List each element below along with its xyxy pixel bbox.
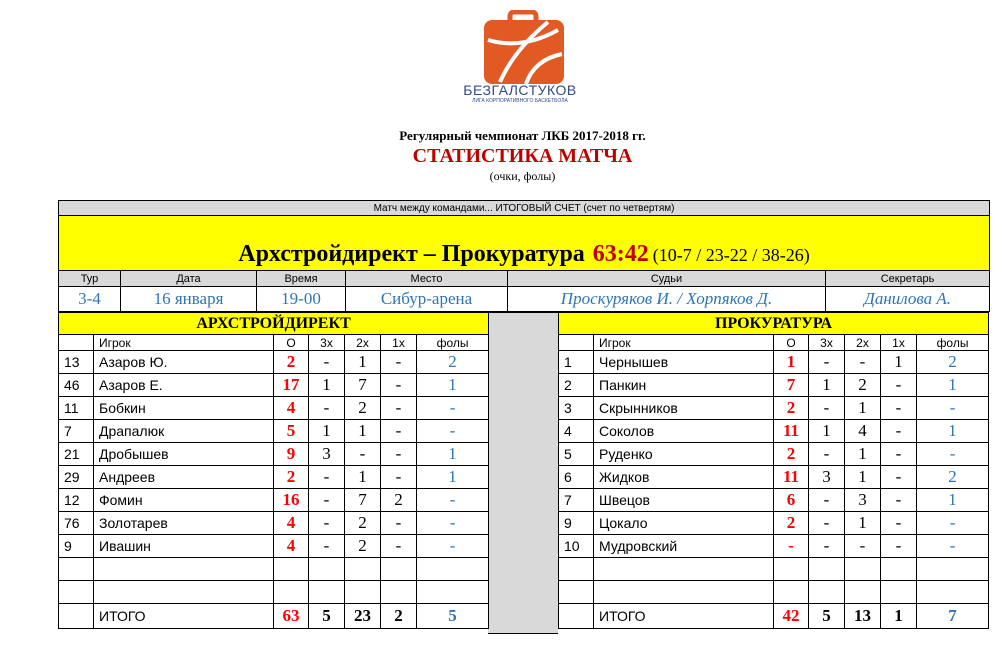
player-row	[59, 558, 489, 581]
player-number	[559, 558, 594, 581]
player-name: Швецов	[594, 489, 774, 512]
player-number: 10	[559, 535, 594, 558]
player-three-pointers: -	[809, 397, 845, 420]
total-points: 42	[774, 604, 809, 629]
player-free-throws: -	[381, 512, 417, 535]
player-name: Золотарев	[94, 512, 274, 535]
player-points	[274, 581, 309, 604]
player-fouls: 2	[917, 466, 989, 489]
player-three-pointers: -	[309, 466, 345, 489]
player-fouls	[917, 581, 989, 604]
player-two-pointers: 1	[845, 466, 881, 489]
player-free-throws: -	[881, 397, 917, 420]
player-number: 6	[559, 466, 594, 489]
player-fouls: -	[917, 535, 989, 558]
player-fouls: 2	[417, 351, 489, 374]
referees-label: Судьи	[508, 271, 826, 287]
match-caption: Матч между командами... ИТОГОВЫЙ СЧЕТ (счет по четвертям)	[59, 201, 990, 216]
player-three-pointers	[809, 581, 845, 604]
player-free-throws: 1	[881, 351, 917, 374]
player-name	[594, 581, 774, 604]
player-two-pointers: 7	[345, 489, 381, 512]
player-points: 5	[274, 420, 309, 443]
player-two-pointers: 3	[845, 489, 881, 512]
column-header-row	[559, 335, 989, 351]
player-free-throws	[881, 581, 917, 604]
player-three-pointers: -	[809, 512, 845, 535]
player-free-throws: -	[381, 397, 417, 420]
player-row	[559, 466, 989, 489]
player-row	[559, 558, 989, 581]
player-points: -	[774, 535, 809, 558]
player-free-throws: -	[881, 443, 917, 466]
player-two-pointers	[845, 581, 881, 604]
player-row	[559, 581, 989, 604]
date-value: 16 января	[121, 287, 257, 312]
col-header-one: 1х	[881, 335, 917, 351]
player-row	[59, 581, 489, 604]
player-two-pointers: 2	[345, 397, 381, 420]
player-row	[559, 420, 989, 443]
player-free-throws: -	[881, 512, 917, 535]
player-two-pointers: 1	[845, 397, 881, 420]
total-two: 23	[345, 604, 381, 629]
player-free-throws: -	[381, 466, 417, 489]
totals-empty	[559, 604, 594, 629]
player-three-pointers: -	[309, 351, 345, 374]
player-name: Драпалюк	[94, 420, 274, 443]
player-three-pointers: -	[809, 443, 845, 466]
player-row	[59, 535, 489, 558]
player-two-pointers: 1	[345, 420, 381, 443]
player-three-pointers	[809, 558, 845, 581]
player-free-throws	[381, 558, 417, 581]
total-points: 63	[274, 604, 309, 629]
player-number	[59, 558, 94, 581]
player-row	[59, 489, 489, 512]
place-value: Сибур-арена	[346, 287, 508, 312]
col-header-one: 1х	[381, 335, 417, 351]
player-two-pointers	[345, 581, 381, 604]
player-fouls: -	[417, 420, 489, 443]
player-two-pointers: 2	[345, 535, 381, 558]
player-row	[559, 535, 989, 558]
col-header-player: Игрок	[94, 335, 274, 351]
player-name: Панкин	[594, 374, 774, 397]
player-number	[559, 581, 594, 604]
team-name-row	[59, 313, 489, 335]
player-two-pointers: -	[845, 535, 881, 558]
col-header-number	[59, 335, 94, 351]
player-two-pointers: 7	[345, 374, 381, 397]
player-row	[559, 351, 989, 374]
player-number: 2	[559, 374, 594, 397]
player-three-pointers: 1	[809, 420, 845, 443]
brand-tagline: ЛИГА КОРПОРАТИВНОГО БАСКЕТБОЛА	[472, 98, 568, 104]
player-name: Руденко	[594, 443, 774, 466]
player-three-pointers: 1	[309, 374, 345, 397]
player-row	[59, 443, 489, 466]
totals-row	[559, 604, 989, 629]
player-two-pointers: 4	[845, 420, 881, 443]
player-free-throws: -	[881, 466, 917, 489]
round-label: Тур	[59, 271, 121, 287]
player-name	[594, 558, 774, 581]
total-fouls: 7	[917, 604, 989, 629]
player-free-throws: -	[381, 443, 417, 466]
player-row	[59, 351, 489, 374]
player-fouls: 1	[917, 420, 989, 443]
time-label: Время	[257, 271, 346, 287]
player-three-pointers: -	[309, 489, 345, 512]
player-fouls: 1	[417, 466, 489, 489]
brand-name: БЕЗГАЛСТУКОВ	[463, 82, 577, 98]
secretary-label: Секретарь	[826, 271, 990, 287]
player-three-pointers: -	[309, 397, 345, 420]
quarter-scores: (10-7 / 23-22 / 38-26)	[652, 245, 810, 265]
player-points: 4	[274, 397, 309, 420]
player-name	[94, 558, 274, 581]
player-free-throws: -	[881, 374, 917, 397]
player-row	[559, 374, 989, 397]
player-row	[559, 489, 989, 512]
player-points: 6	[774, 489, 809, 512]
team-name: ПРОКУРАТУРА	[559, 313, 989, 335]
player-free-throws: -	[381, 535, 417, 558]
player-name: Азаров Е.	[94, 374, 274, 397]
player-points	[774, 558, 809, 581]
col-header-points: О	[274, 335, 309, 351]
team-name: АРХСТРОЙДИРЕКТ	[59, 313, 489, 335]
col-header-fouls: фолы	[917, 335, 989, 351]
player-free-throws: -	[381, 420, 417, 443]
team-separator	[488, 312, 558, 634]
match-info-table	[58, 200, 990, 312]
player-fouls: 1	[417, 443, 489, 466]
player-number: 9	[59, 535, 94, 558]
col-header-two: 2х	[845, 335, 881, 351]
player-number: 9	[559, 512, 594, 535]
player-three-pointers: -	[309, 512, 345, 535]
player-fouls	[417, 558, 489, 581]
player-number: 4	[559, 420, 594, 443]
player-row	[59, 466, 489, 489]
player-number: 76	[59, 512, 94, 535]
player-number: 1	[559, 351, 594, 374]
column-header-row	[59, 335, 489, 351]
player-row	[59, 420, 489, 443]
player-points: 1	[774, 351, 809, 374]
time-value: 19-00	[257, 287, 346, 312]
player-free-throws: -	[881, 489, 917, 512]
player-three-pointers: 3	[809, 466, 845, 489]
team-table-home	[58, 312, 489, 629]
player-two-pointers: -	[845, 351, 881, 374]
totals-label: ИТОГО	[94, 604, 274, 629]
player-name: Мудровский	[594, 535, 774, 558]
col-header-points: О	[774, 335, 809, 351]
total-three: 5	[809, 604, 845, 629]
player-name	[94, 581, 274, 604]
player-name: Цокало	[594, 512, 774, 535]
col-header-fouls: фолы	[417, 335, 489, 351]
player-free-throws	[881, 558, 917, 581]
player-number: 46	[59, 374, 94, 397]
date-label: Дата	[121, 271, 257, 287]
player-number: 21	[59, 443, 94, 466]
player-two-pointers: 1	[345, 466, 381, 489]
player-name: Ивашин	[94, 535, 274, 558]
total-two: 13	[845, 604, 881, 629]
player-three-pointers: -	[809, 351, 845, 374]
player-fouls: 1	[917, 374, 989, 397]
total-one: 1	[881, 604, 917, 629]
player-two-pointers	[345, 558, 381, 581]
player-points: 9	[274, 443, 309, 466]
championship-title: Регулярный чемпионат ЛКБ 2017-2018 гг.	[399, 128, 646, 143]
total-fouls: 5	[417, 604, 489, 629]
player-name: Жидков	[594, 466, 774, 489]
player-fouls: -	[417, 489, 489, 512]
player-points: 4	[274, 535, 309, 558]
player-two-pointers: 2	[345, 512, 381, 535]
player-name: Скрынников	[594, 397, 774, 420]
player-points: 11	[774, 466, 809, 489]
col-header-three: 3х	[809, 335, 845, 351]
player-points: 11	[774, 420, 809, 443]
player-two-pointers: 1	[845, 512, 881, 535]
player-row	[559, 397, 989, 420]
player-points: 7	[774, 374, 809, 397]
total-one: 2	[381, 604, 417, 629]
player-fouls: -	[417, 512, 489, 535]
total-three: 5	[309, 604, 345, 629]
player-two-pointers: -	[345, 443, 381, 466]
player-free-throws	[381, 581, 417, 604]
totals-row	[59, 604, 489, 629]
player-row	[559, 512, 989, 535]
player-number: 5	[559, 443, 594, 466]
player-points: 17	[274, 374, 309, 397]
player-number	[59, 581, 94, 604]
totals-empty	[59, 604, 94, 629]
player-free-throws: -	[881, 535, 917, 558]
player-fouls: -	[417, 397, 489, 420]
player-three-pointers: 1	[309, 420, 345, 443]
player-three-pointers: 1	[809, 374, 845, 397]
player-number: 12	[59, 489, 94, 512]
player-points: 2	[774, 397, 809, 420]
player-free-throws: -	[381, 374, 417, 397]
player-three-pointers	[309, 558, 345, 581]
player-two-pointers: 1	[345, 351, 381, 374]
player-points: 4	[274, 512, 309, 535]
player-fouls: 1	[917, 489, 989, 512]
player-points: 16	[274, 489, 309, 512]
player-points: 2	[774, 443, 809, 466]
player-two-pointers	[845, 558, 881, 581]
player-number: 29	[59, 466, 94, 489]
player-name: Андреев	[94, 466, 274, 489]
player-name: Чернышев	[594, 351, 774, 374]
team-name-row	[559, 313, 989, 335]
player-name: Дробышев	[94, 443, 274, 466]
player-fouls: 2	[917, 351, 989, 374]
player-three-pointers: 3	[309, 443, 345, 466]
round-value: 3-4	[59, 287, 121, 312]
final-score: 63:42	[592, 241, 649, 267]
player-row	[59, 374, 489, 397]
page-subtitle: (очки, фолы)	[489, 169, 556, 183]
player-fouls	[417, 581, 489, 604]
player-fouls: -	[917, 397, 989, 420]
col-header-number	[559, 335, 594, 351]
match-teams: Архстройдирект – Прокуратура	[238, 241, 585, 267]
player-points	[274, 558, 309, 581]
player-free-throws: 2	[381, 489, 417, 512]
player-free-throws: -	[881, 420, 917, 443]
player-number: 7	[59, 420, 94, 443]
player-name: Бобкин	[94, 397, 274, 420]
player-row	[59, 397, 489, 420]
player-points: 2	[774, 512, 809, 535]
score-banner	[59, 216, 990, 271]
player-three-pointers: -	[809, 535, 845, 558]
player-row	[559, 443, 989, 466]
place-label: Место	[346, 271, 508, 287]
player-fouls: -	[917, 443, 989, 466]
player-fouls	[917, 558, 989, 581]
totals-label: ИТОГО	[594, 604, 774, 629]
player-points	[774, 581, 809, 604]
player-name: Фомин	[94, 489, 274, 512]
referees-value: Проскуряков И. / Хорпяков Д.	[508, 287, 826, 312]
player-points: 2	[274, 351, 309, 374]
team-table-away	[558, 312, 989, 629]
player-number: 7	[559, 489, 594, 512]
player-fouls: -	[417, 535, 489, 558]
player-fouls: -	[917, 512, 989, 535]
player-row	[59, 512, 489, 535]
page-title: СТАТИСТИКА МАТЧА	[412, 145, 633, 167]
col-header-player: Игрок	[594, 335, 774, 351]
secretary-value: Данилова А.	[826, 287, 990, 312]
player-three-pointers: -	[809, 489, 845, 512]
player-three-pointers: -	[309, 535, 345, 558]
player-name: Азаров Ю.	[94, 351, 274, 374]
player-free-throws: -	[381, 351, 417, 374]
player-number: 3	[559, 397, 594, 420]
player-number: 13	[59, 351, 94, 374]
player-two-pointers: 2	[845, 374, 881, 397]
player-three-pointers	[309, 581, 345, 604]
player-name: Соколов	[594, 420, 774, 443]
col-header-two: 2х	[345, 335, 381, 351]
player-number: 11	[59, 397, 94, 420]
col-header-three: 3х	[309, 335, 345, 351]
player-fouls: 1	[417, 374, 489, 397]
player-two-pointers: 1	[845, 443, 881, 466]
player-points: 2	[274, 466, 309, 489]
